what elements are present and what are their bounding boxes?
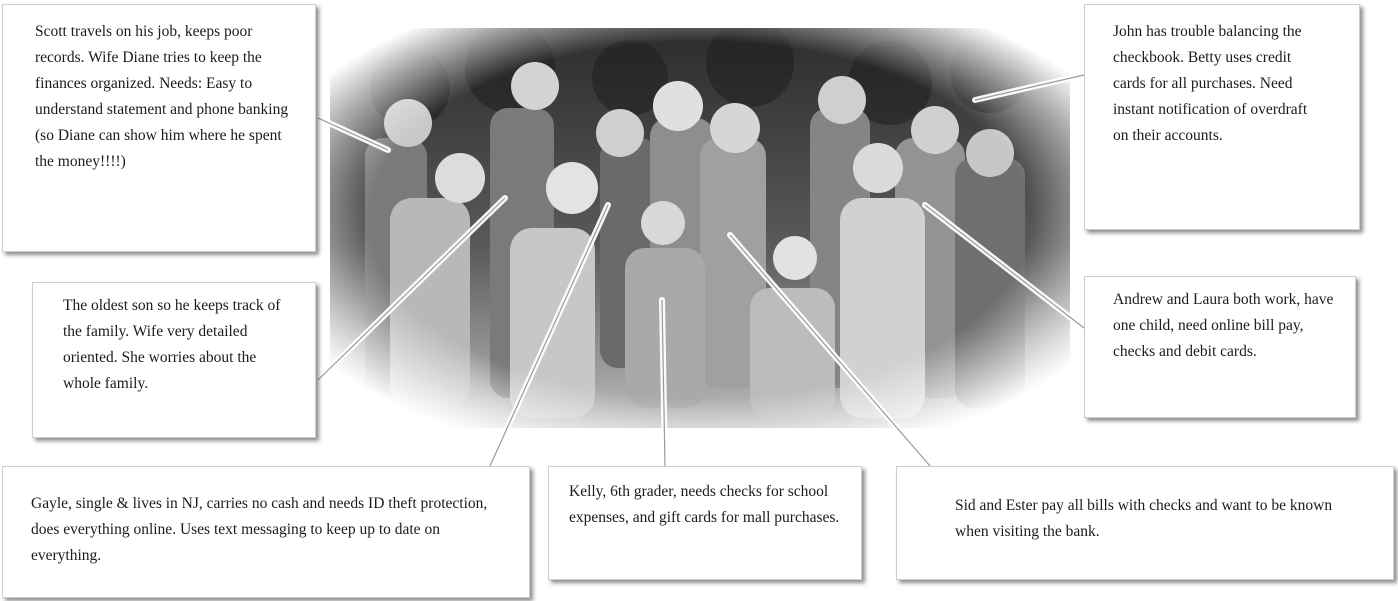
callout-kelly <box>548 466 862 580</box>
callout-andrew-laura-text: Andrew and Laura both work, have one child, need online bill pay, checks and debit cards. <box>1113 291 1334 360</box>
callout-scott-text: Scott travels on his job, keeps poor records. Wife Diane tries to keep the finances organized. Needs: Easy to understand statement and phone banking (so Diane can show him where he spent the money!!!!) <box>35 23 289 170</box>
callout-kelly-text: Kelly, 6th grader, needs checks for school expenses, and gift cards for mall purchases. <box>569 483 840 526</box>
callout-sid-ester <box>896 466 1394 580</box>
callout-sid-ester-text: Sid and Ester pay all bills with checks and want to be known when visiting the bank. <box>955 497 1333 540</box>
callout-oldest-son-text: The oldest son so he keeps track of the family. Wife very detailed oriented. She worries about the whole family. <box>63 297 281 392</box>
family-photo <box>330 28 1070 428</box>
callout-scott <box>2 4 316 252</box>
family-photo-illustration <box>330 28 1070 428</box>
callout-gayle <box>2 466 530 598</box>
callout-oldest-son <box>32 282 316 438</box>
callout-gayle-text: Gayle, single & lives in NJ, carries no cash and needs ID theft protection, does everything online. Uses text messaging to keep up to date on everything. <box>31 495 488 564</box>
callout-andrew-laura <box>1084 276 1356 418</box>
callout-john-betty <box>1084 4 1360 230</box>
callout-john-betty-text: John has trouble balancing the checkbook. Betty uses credit cards for all purchases. Need instant notification of overdraft on their accounts. <box>1113 23 1308 144</box>
